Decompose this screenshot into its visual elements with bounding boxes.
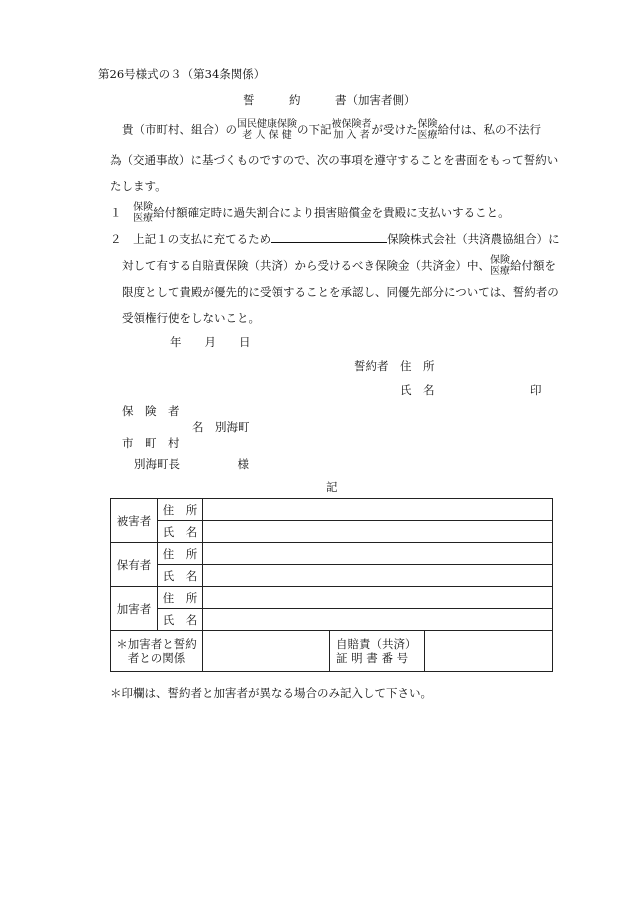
body-line-1-part-a: 貴（市町村、組合）の	[122, 122, 237, 137]
perpetrator-name-row	[111, 609, 553, 631]
item-2-number: ２	[110, 232, 122, 246]
item-2-line-3: 限度として貴殿が優先的に受領することを承認し、同優先部分については、誓約者の	[122, 285, 559, 299]
certificate-label-line-2: 証 明 書 番 号	[336, 651, 409, 665]
insurer-label: 保 険 者	[122, 404, 180, 418]
victim-address-field[interactable]	[203, 499, 553, 521]
insurance-type-stack	[237, 120, 297, 141]
victim-name-field[interactable]	[203, 521, 553, 543]
victim-address-row	[111, 499, 553, 521]
body-line-2: 為（交通事故）に基づくものですので、次の事項を遵守することを書面をもって誓約い	[110, 153, 559, 167]
item-1-benefit-top: 保険	[133, 202, 154, 213]
item-1-benefit-bottom: 医療	[133, 212, 154, 224]
item-2-line-2-part-a: 対して有する自賠責保険（共済）から受けるべき保険金（共済金）中、	[122, 258, 490, 273]
item-1-benefit-stack	[133, 203, 153, 224]
owner-name-label: 氏 名	[158, 565, 203, 587]
body-line-3: たします。	[110, 179, 167, 193]
body-line-1	[122, 120, 541, 141]
pledger-address-label: 誓約者 住 所	[354, 359, 435, 373]
item-2-line-1	[110, 232, 560, 247]
relation-label-line-1: ＊加害者と誓約	[116, 636, 197, 651]
insured-top: 被保険者	[331, 119, 372, 130]
item-1-number: １	[110, 205, 122, 220]
benefit-top: 保険	[417, 119, 438, 130]
item-2-line-2	[122, 256, 556, 277]
insured-stack	[332, 120, 372, 141]
perpetrator-address-field[interactable]	[203, 587, 553, 609]
municipality-label: 市 町 村	[122, 436, 180, 450]
item-1	[110, 203, 510, 224]
owner-name-row	[111, 565, 553, 587]
seal-mark: 印	[530, 383, 542, 397]
certificate-label-line-1: 自賠責（共済）	[336, 636, 417, 651]
body-line-1-part-d: 給付は、私の不法行	[437, 122, 541, 137]
form-number: 第26号様式の３（第34条関係）	[98, 67, 266, 81]
body-line-1-part-b: の下記	[297, 122, 332, 137]
addressee-name: 名 別海町	[192, 420, 250, 434]
benefit-bottom: 医療	[417, 129, 438, 141]
relation-field[interactable]	[203, 631, 330, 672]
pledger-name-label: 氏 名	[400, 383, 435, 397]
certificate-label	[330, 631, 425, 672]
footnote: ＊印欄は、誓約者と加害者が異なる場合のみ記入して下さい。	[110, 686, 432, 700]
body-line-1-part-c: が受けた	[371, 122, 418, 137]
perpetrator-name-label: 氏 名	[158, 609, 203, 631]
item-2-benefit-stack	[490, 256, 510, 277]
owner-label: 保有者	[111, 543, 158, 587]
insurance-type-bottom: 老 人 保 健	[242, 129, 292, 141]
perpetrator-name-field[interactable]	[203, 609, 553, 631]
date-line: 年 月 日	[170, 335, 251, 349]
mayor-addressee: 別海町長 様	[134, 457, 249, 471]
perpetrator-label: 加害者	[111, 587, 158, 631]
benefit-stack	[418, 120, 438, 141]
relation-row	[111, 631, 553, 672]
insured-bottom: 加 入 者	[333, 129, 370, 141]
item-2-line-1-part-b: 保険株式会社（共済農協組合）に	[387, 232, 560, 246]
owner-address-row	[111, 543, 553, 565]
item-2-benefit-top: 保険	[490, 255, 510, 266]
perpetrator-address-row	[111, 587, 553, 609]
record-table	[110, 498, 553, 672]
victim-label: 被害者	[111, 499, 158, 543]
record-heading: 記	[326, 480, 338, 494]
owner-address-field[interactable]	[203, 543, 553, 565]
victim-name-row	[111, 521, 553, 543]
document-title: 誓 約 書（加害者側）	[243, 93, 416, 107]
insurer-name-blank[interactable]	[271, 232, 387, 243]
victim-address-label: 住 所	[158, 499, 203, 521]
perpetrator-address-label: 住 所	[158, 587, 203, 609]
relation-label-line-2: 者との関係	[127, 651, 186, 665]
insurance-type-top: 国民健康保険	[237, 119, 297, 130]
item-2-line-4: 受領権行使をしないこと。	[122, 311, 260, 325]
certificate-number-field[interactable]	[425, 631, 553, 672]
relation-label	[111, 631, 203, 672]
item-1-text: 給付額確定時に過失割合により損害賠償金を貴殿に支払いすること。	[153, 205, 510, 220]
item-2-benefit-bottom: 医療	[490, 265, 510, 277]
owner-address-label: 住 所	[158, 543, 203, 565]
victim-name-label: 氏 名	[158, 521, 203, 543]
owner-name-field[interactable]	[203, 565, 553, 587]
item-2-line-2-part-b: 給付額を	[510, 258, 556, 273]
item-2-line-1-part-a: 上記１の支払に充てるため	[133, 232, 272, 246]
